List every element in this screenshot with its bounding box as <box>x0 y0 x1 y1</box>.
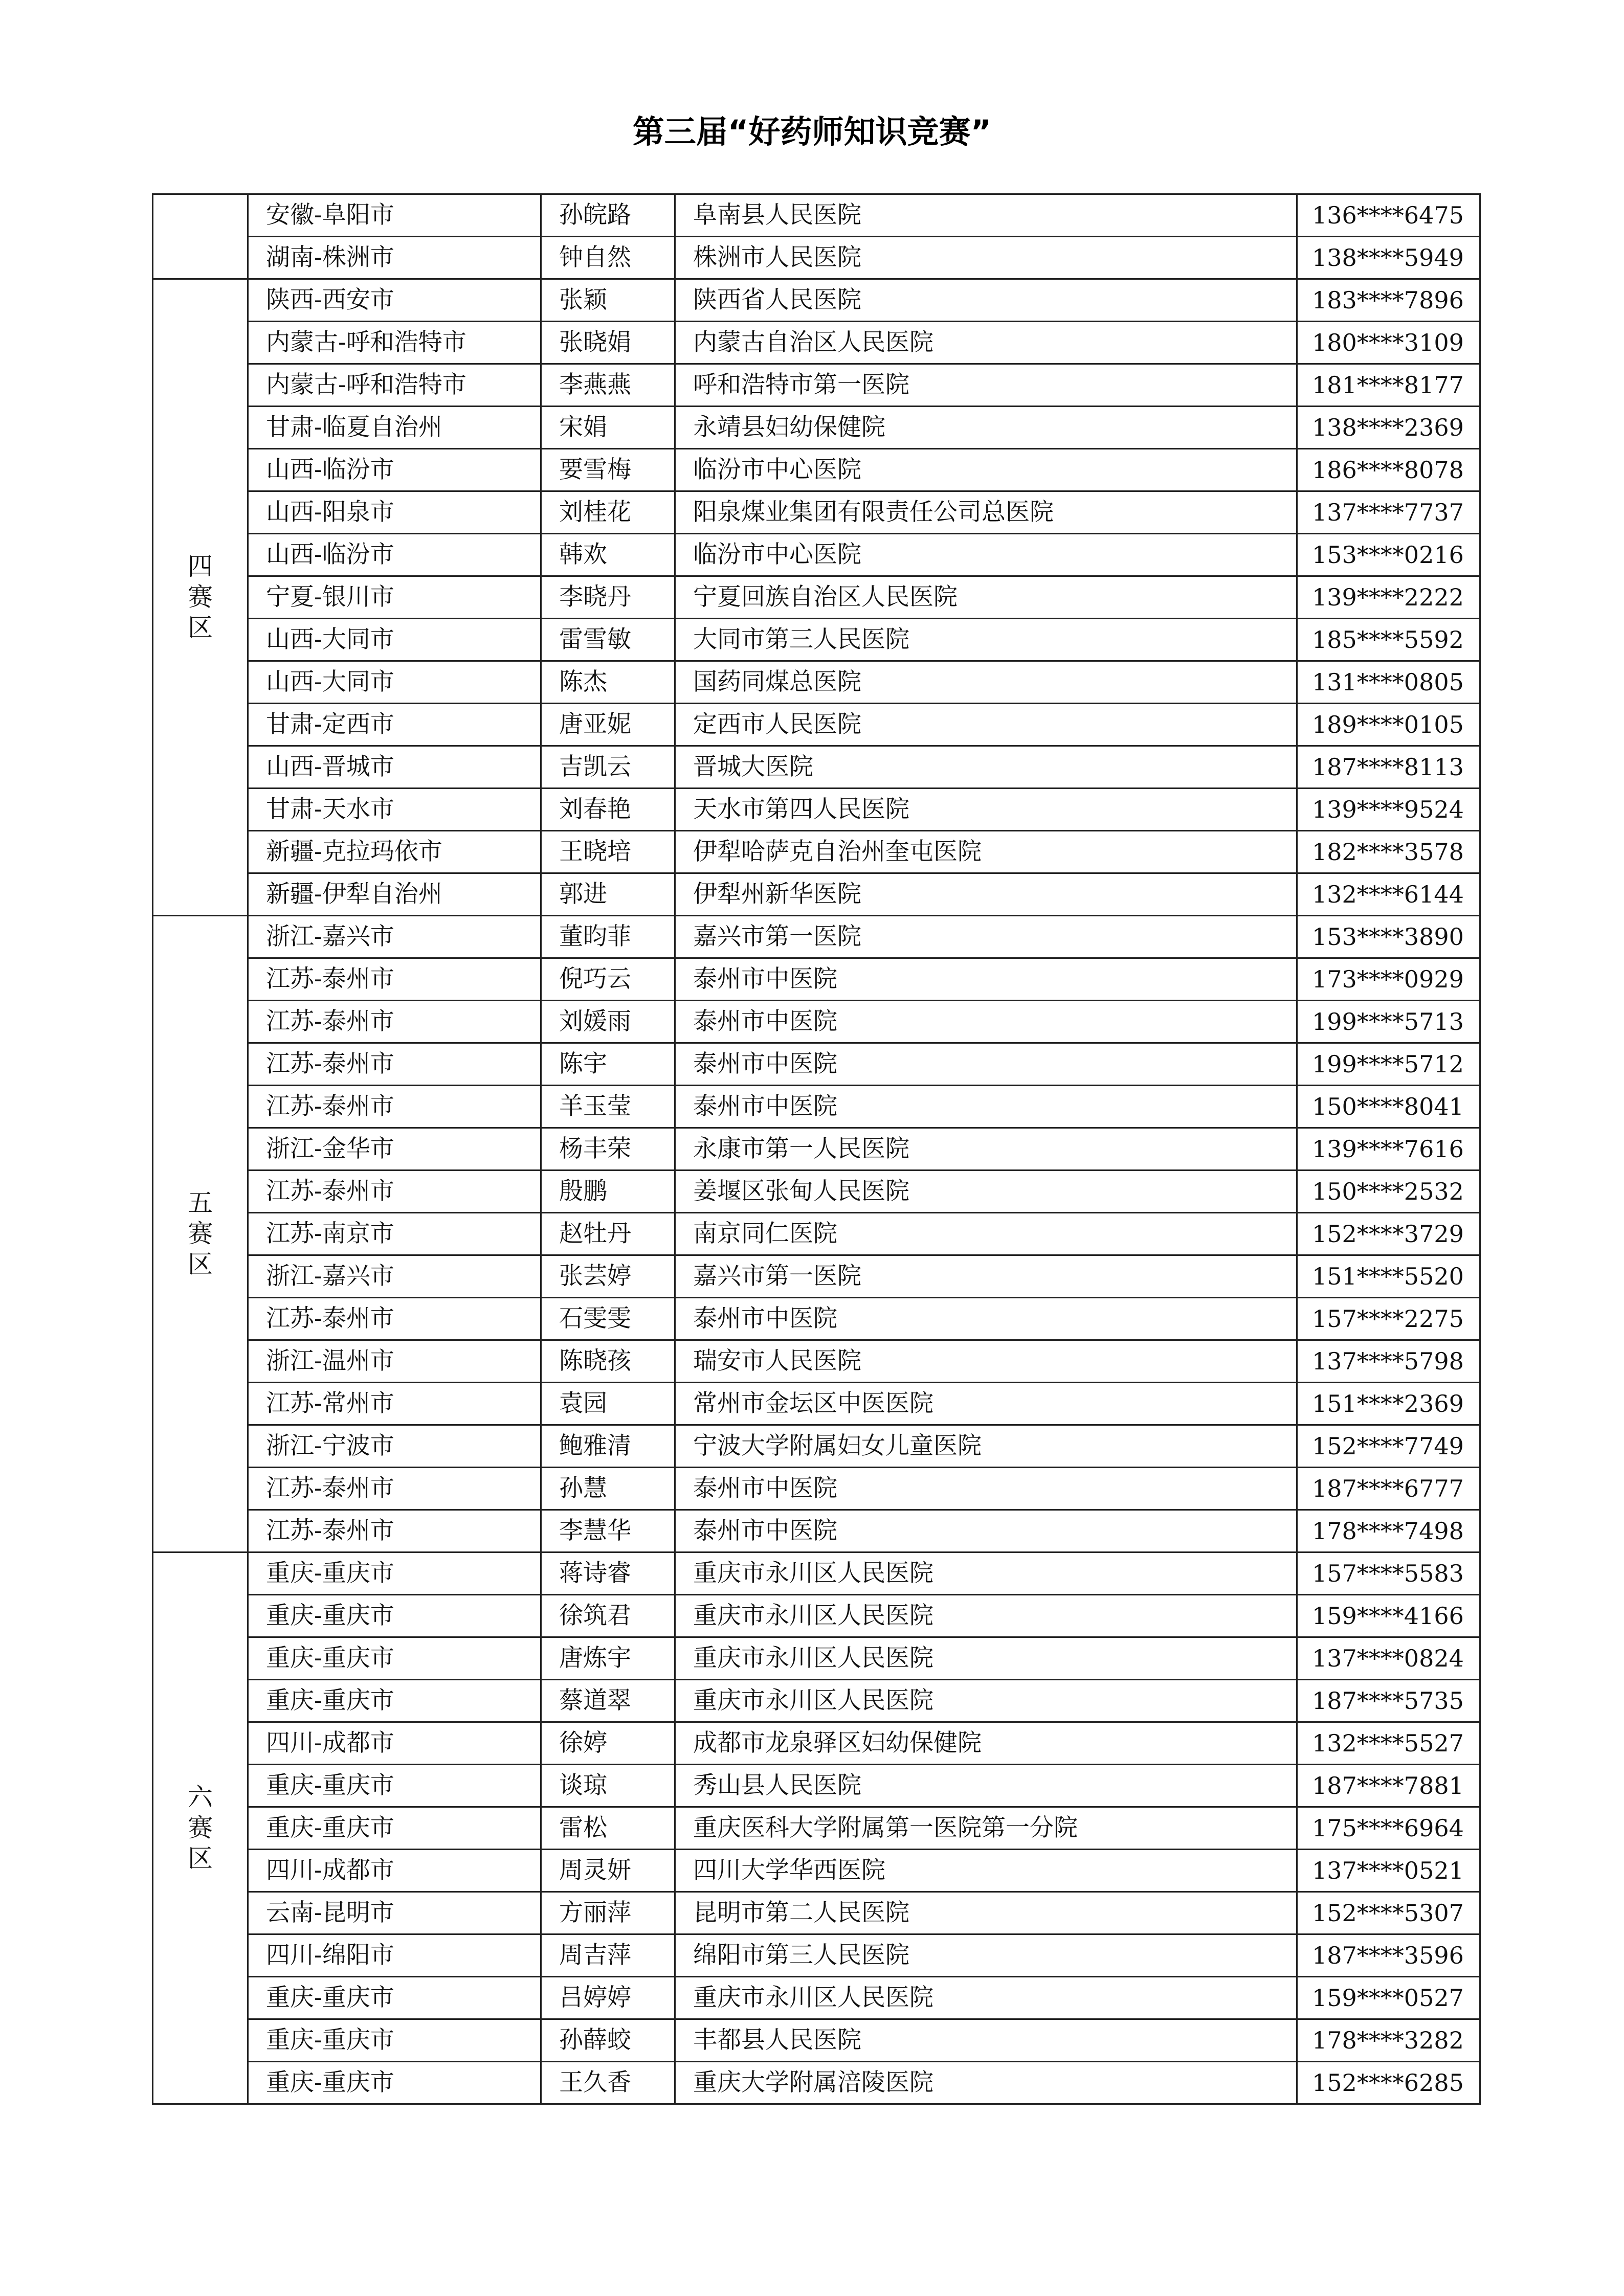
hospital-cell: 伊犁哈萨克自治州奎屯医院 <box>675 831 1297 873</box>
table-row <box>153 746 1480 789</box>
region-cell: 浙江-温州市 <box>248 1340 541 1383</box>
phone-cell: 137****7737 <box>1297 491 1480 534</box>
region-cell: 云南-昆明市 <box>248 1892 541 1934</box>
hospital-cell: 泰州市中医院 <box>675 1001 1297 1043</box>
region-cell: 甘肃-临夏自治州 <box>248 407 541 449</box>
name-cell: 唐炼宇 <box>541 1637 675 1680</box>
table-row <box>153 534 1480 576</box>
table-row <box>153 1552 1480 1595</box>
phone-cell: 182****3578 <box>1297 831 1480 873</box>
table-row <box>153 1934 1480 1977</box>
name-cell: 石雯雯 <box>541 1298 675 1340</box>
phone-cell: 132****5527 <box>1297 1722 1480 1765</box>
region-cell: 重庆-重庆市 <box>248 2019 541 2062</box>
zone-cell <box>153 916 248 1552</box>
hospital-cell: 泰州市中医院 <box>675 1298 1297 1340</box>
name-cell: 羊玉莹 <box>541 1086 675 1128</box>
hospital-cell: 瑞安市人民医院 <box>675 1340 1297 1383</box>
table-row <box>153 1213 1480 1255</box>
region-cell: 重庆-重庆市 <box>248 1765 541 1807</box>
name-cell: 刘桂花 <box>541 491 675 534</box>
name-cell: 周吉萍 <box>541 1934 675 1977</box>
name-cell: 刘媛雨 <box>541 1001 675 1043</box>
hospital-cell: 南京同仁医院 <box>675 1213 1297 1255</box>
name-cell: 王久香 <box>541 2062 675 2104</box>
hospital-cell: 姜堰区张甸人民医院 <box>675 1170 1297 1213</box>
zone-label: 六赛区 <box>187 1783 213 1873</box>
phone-cell: 139****2222 <box>1297 576 1480 619</box>
phone-cell: 187****6777 <box>1297 1468 1480 1510</box>
hospital-cell: 重庆大学附属涪陵医院 <box>675 2062 1297 2104</box>
name-cell: 宋娟 <box>541 407 675 449</box>
phone-cell: 180****3109 <box>1297 322 1480 364</box>
name-cell: 赵牡丹 <box>541 1213 675 1255</box>
phone-cell: 178****3282 <box>1297 2019 1480 2062</box>
phone-cell: 138****5949 <box>1297 237 1480 279</box>
region-cell: 重庆-重庆市 <box>248 1637 541 1680</box>
hospital-cell: 嘉兴市第一医院 <box>675 1255 1297 1298</box>
phone-cell: 199****5713 <box>1297 1001 1480 1043</box>
zone-label: 五赛区 <box>187 1188 213 1279</box>
table-row <box>153 1086 1480 1128</box>
phone-cell: 137****0824 <box>1297 1637 1480 1680</box>
table-row <box>153 1383 1480 1425</box>
phone-cell: 138****2369 <box>1297 407 1480 449</box>
hospital-cell: 泰州市中医院 <box>675 1086 1297 1128</box>
name-cell: 陈杰 <box>541 661 675 704</box>
region-cell: 四川-成都市 <box>248 1850 541 1892</box>
table-row <box>153 449 1480 491</box>
region-cell: 江苏-泰州市 <box>248 1043 541 1086</box>
phone-cell: 151****2369 <box>1297 1383 1480 1425</box>
name-cell: 郭进 <box>541 873 675 916</box>
hospital-cell: 阜南县人民医院 <box>675 194 1297 237</box>
hospital-cell: 常州市金坛区中医医院 <box>675 1383 1297 1425</box>
region-cell: 山西-晋城市 <box>248 746 541 789</box>
hospital-cell: 重庆市永川区人民医院 <box>675 1637 1297 1680</box>
hospital-cell: 重庆市永川区人民医院 <box>675 1552 1297 1595</box>
region-cell: 重庆-重庆市 <box>248 1595 541 1637</box>
hospital-cell: 绵阳市第三人民医院 <box>675 1934 1297 1977</box>
phone-cell: 131****0805 <box>1297 661 1480 704</box>
region-cell: 浙江-金华市 <box>248 1128 541 1170</box>
table-row <box>153 1170 1480 1213</box>
phone-cell: 153****3890 <box>1297 916 1480 958</box>
table-row <box>153 916 1480 958</box>
region-cell: 重庆-重庆市 <box>248 2062 541 2104</box>
table-row <box>153 704 1480 746</box>
region-cell: 四川-成都市 <box>248 1722 541 1765</box>
hospital-cell: 株洲市人民医院 <box>675 237 1297 279</box>
zone-cell <box>153 1552 248 2104</box>
hospital-cell: 重庆市永川区人民医院 <box>675 1595 1297 1637</box>
name-cell: 雷雪敏 <box>541 619 675 661</box>
table-row <box>153 322 1480 364</box>
phone-cell: 152****6285 <box>1297 2062 1480 2104</box>
region-cell: 四川-绵阳市 <box>248 1934 541 1977</box>
hospital-cell: 四川大学华西医院 <box>675 1850 1297 1892</box>
hospital-cell: 重庆市永川区人民医院 <box>675 1977 1297 2019</box>
name-cell: 蒋诗睿 <box>541 1552 675 1595</box>
name-cell: 吉凯云 <box>541 746 675 789</box>
region-cell: 江苏-泰州市 <box>248 1468 541 1510</box>
region-cell: 宁夏-银川市 <box>248 576 541 619</box>
phone-cell: 185****5592 <box>1297 619 1480 661</box>
region-cell: 山西-大同市 <box>248 661 541 704</box>
name-cell: 王晓培 <box>541 831 675 873</box>
region-cell: 江苏-泰州市 <box>248 1086 541 1128</box>
region-cell: 陕西-西安市 <box>248 279 541 322</box>
table-row <box>153 1850 1480 1892</box>
hospital-cell: 国药同煤总医院 <box>675 661 1297 704</box>
phone-cell: 159****0527 <box>1297 1977 1480 2019</box>
phone-cell: 150****2532 <box>1297 1170 1480 1213</box>
hospital-cell: 天水市第四人民医院 <box>675 789 1297 831</box>
region-cell: 山西-临汾市 <box>248 534 541 576</box>
name-cell: 孙皖路 <box>541 194 675 237</box>
name-cell: 李慧华 <box>541 1510 675 1552</box>
name-cell: 张颖 <box>541 279 675 322</box>
phone-cell: 153****0216 <box>1297 534 1480 576</box>
hospital-cell: 宁夏回族自治区人民医院 <box>675 576 1297 619</box>
table-row <box>153 1977 1480 2019</box>
region-cell: 新疆-伊犁自治州 <box>248 873 541 916</box>
hospital-cell: 泰州市中医院 <box>675 958 1297 1001</box>
phone-cell: 137****0521 <box>1297 1850 1480 1892</box>
table-row <box>153 364 1480 407</box>
table-row <box>153 491 1480 534</box>
phone-cell: 151****5520 <box>1297 1255 1480 1298</box>
name-cell: 周灵妍 <box>541 1850 675 1892</box>
region-cell: 江苏-泰州市 <box>248 1170 541 1213</box>
name-cell: 徐筑君 <box>541 1595 675 1637</box>
region-cell: 甘肃-定西市 <box>248 704 541 746</box>
name-cell: 殷鹏 <box>541 1170 675 1213</box>
table-row <box>153 1340 1480 1383</box>
name-cell: 钟自然 <box>541 237 675 279</box>
zone-cell <box>153 279 248 916</box>
region-cell: 江苏-常州市 <box>248 1383 541 1425</box>
name-cell: 吕婷婷 <box>541 1977 675 2019</box>
name-cell: 唐亚妮 <box>541 704 675 746</box>
table-row <box>153 1468 1480 1510</box>
hospital-cell: 临汾市中心医院 <box>675 534 1297 576</box>
hospital-cell: 阳泉煤业集团有限责任公司总医院 <box>675 491 1297 534</box>
table-row <box>153 1722 1480 1765</box>
hospital-cell: 临汾市中心医院 <box>675 449 1297 491</box>
phone-cell: 175****6964 <box>1297 1807 1480 1850</box>
name-cell: 谈琼 <box>541 1765 675 1807</box>
table-row <box>153 1765 1480 1807</box>
phone-cell: 152****5307 <box>1297 1892 1480 1934</box>
phone-cell: 187****7881 <box>1297 1765 1480 1807</box>
hospital-cell: 永康市第一人民医院 <box>675 1128 1297 1170</box>
hospital-cell: 昆明市第二人民医院 <box>675 1892 1297 1934</box>
hospital-cell: 嘉兴市第一医院 <box>675 916 1297 958</box>
hospital-cell: 秀山县人民医院 <box>675 1765 1297 1807</box>
region-cell: 内蒙古-呼和浩特市 <box>248 364 541 407</box>
name-cell: 方丽萍 <box>541 1892 675 1934</box>
name-cell: 蔡道翠 <box>541 1680 675 1722</box>
phone-cell: 187****3596 <box>1297 1934 1480 1977</box>
region-cell: 江苏-泰州市 <box>248 958 541 1001</box>
hospital-cell: 泰州市中医院 <box>675 1043 1297 1086</box>
table-row <box>153 1298 1480 1340</box>
phone-cell: 152****7749 <box>1297 1425 1480 1468</box>
region-cell: 江苏-南京市 <box>248 1213 541 1255</box>
phone-cell: 186****8078 <box>1297 449 1480 491</box>
table-row <box>153 1510 1480 1552</box>
table-row <box>153 619 1480 661</box>
hospital-cell: 重庆市永川区人民医院 <box>675 1680 1297 1722</box>
phone-cell: 173****0929 <box>1297 958 1480 1001</box>
hospital-cell: 泰州市中医院 <box>675 1510 1297 1552</box>
name-cell: 刘春艳 <box>541 789 675 831</box>
table-row <box>153 576 1480 619</box>
name-cell: 张晓娟 <box>541 322 675 364</box>
phone-cell: 189****0105 <box>1297 704 1480 746</box>
phone-cell: 157****5583 <box>1297 1552 1480 1595</box>
phone-cell: 139****7616 <box>1297 1128 1480 1170</box>
region-cell: 重庆-重庆市 <box>248 1680 541 1722</box>
phone-cell: 136****6475 <box>1297 194 1480 237</box>
region-cell: 安徽-阜阳市 <box>248 194 541 237</box>
table-row <box>153 1001 1480 1043</box>
table-row <box>153 1892 1480 1934</box>
hospital-cell: 呼和浩特市第一医院 <box>675 364 1297 407</box>
table-row <box>153 1255 1480 1298</box>
hospital-cell: 丰都县人民医院 <box>675 2019 1297 2062</box>
name-cell: 徐婷 <box>541 1722 675 1765</box>
region-cell: 山西-阳泉市 <box>248 491 541 534</box>
name-cell: 陈晓孩 <box>541 1340 675 1383</box>
phone-cell: 132****6144 <box>1297 873 1480 916</box>
region-cell: 浙江-嘉兴市 <box>248 916 541 958</box>
table-row <box>153 2062 1480 2104</box>
table-row <box>153 1680 1480 1722</box>
hospital-cell: 定西市人民医院 <box>675 704 1297 746</box>
name-cell: 要雪梅 <box>541 449 675 491</box>
hospital-cell: 永靖县妇幼保健院 <box>675 407 1297 449</box>
region-cell: 重庆-重庆市 <box>248 1807 541 1850</box>
table-row <box>153 237 1480 279</box>
phone-cell: 181****8177 <box>1297 364 1480 407</box>
phone-cell: 178****7498 <box>1297 1510 1480 1552</box>
hospital-cell: 重庆医科大学附属第一医院第一分院 <box>675 1807 1297 1850</box>
name-cell: 韩欢 <box>541 534 675 576</box>
hospital-cell: 陕西省人民医院 <box>675 279 1297 322</box>
region-cell: 浙江-宁波市 <box>248 1425 541 1468</box>
table-row <box>153 958 1480 1001</box>
page-title: 第三届“好药师知识竞赛” <box>632 113 992 150</box>
name-cell: 孙薛蛟 <box>541 2019 675 2062</box>
table-row <box>153 2019 1480 2062</box>
table-row <box>153 1595 1480 1637</box>
region-cell: 重庆-重庆市 <box>248 1552 541 1595</box>
table-row <box>153 407 1480 449</box>
name-cell: 鲍雅清 <box>541 1425 675 1468</box>
name-cell: 孙慧 <box>541 1468 675 1510</box>
name-cell: 董昀菲 <box>541 916 675 958</box>
name-cell: 陈宇 <box>541 1043 675 1086</box>
name-cell: 张芸婷 <box>541 1255 675 1298</box>
region-cell: 甘肃-天水市 <box>248 789 541 831</box>
region-cell: 重庆-重庆市 <box>248 1977 541 2019</box>
hospital-cell: 伊犁州新华医院 <box>675 873 1297 916</box>
region-cell: 山西-临汾市 <box>248 449 541 491</box>
name-cell: 倪巧云 <box>541 958 675 1001</box>
phone-cell: 187****8113 <box>1297 746 1480 789</box>
table-row <box>153 194 1480 237</box>
name-cell: 李晓丹 <box>541 576 675 619</box>
table-row <box>153 1425 1480 1468</box>
hospital-cell: 大同市第三人民医院 <box>675 619 1297 661</box>
phone-cell: 183****7896 <box>1297 279 1480 322</box>
hospital-cell: 宁波大学附属妇女儿童医院 <box>675 1425 1297 1468</box>
region-cell: 江苏-泰州市 <box>248 1298 541 1340</box>
region-cell: 湖南-株洲市 <box>248 237 541 279</box>
hospital-cell: 内蒙古自治区人民医院 <box>675 322 1297 364</box>
region-cell: 新疆-克拉玛依市 <box>248 831 541 873</box>
winners-table <box>152 193 1481 2105</box>
name-cell: 杨丰荣 <box>541 1128 675 1170</box>
table-row <box>153 1128 1480 1170</box>
table-row <box>153 873 1480 916</box>
name-cell: 雷松 <box>541 1807 675 1850</box>
table-row <box>153 1807 1480 1850</box>
region-cell: 山西-大同市 <box>248 619 541 661</box>
phone-cell: 139****9524 <box>1297 789 1480 831</box>
region-cell: 内蒙古-呼和浩特市 <box>248 322 541 364</box>
name-cell: 李燕燕 <box>541 364 675 407</box>
table-row <box>153 789 1480 831</box>
table-row <box>153 661 1480 704</box>
hospital-cell: 晋城大医院 <box>675 746 1297 789</box>
zone-cell <box>153 194 248 279</box>
table-row <box>153 1043 1480 1086</box>
table-row <box>153 279 1480 322</box>
phone-cell: 159****4166 <box>1297 1595 1480 1637</box>
phone-cell: 152****3729 <box>1297 1213 1480 1255</box>
table-row <box>153 1637 1480 1680</box>
phone-cell: 199****5712 <box>1297 1043 1480 1086</box>
hospital-cell: 成都市龙泉驿区妇幼保健院 <box>675 1722 1297 1765</box>
hospital-cell: 泰州市中医院 <box>675 1468 1297 1510</box>
region-cell: 浙江-嘉兴市 <box>248 1255 541 1298</box>
phone-cell: 157****2275 <box>1297 1298 1480 1340</box>
region-cell: 江苏-泰州市 <box>248 1510 541 1552</box>
zone-label: 四赛区 <box>187 552 213 642</box>
table-row <box>153 831 1480 873</box>
phone-cell: 187****5735 <box>1297 1680 1480 1722</box>
region-cell: 江苏-泰州市 <box>248 1001 541 1043</box>
phone-cell: 150****8041 <box>1297 1086 1480 1128</box>
name-cell: 袁园 <box>541 1383 675 1425</box>
phone-cell: 137****5798 <box>1297 1340 1480 1383</box>
